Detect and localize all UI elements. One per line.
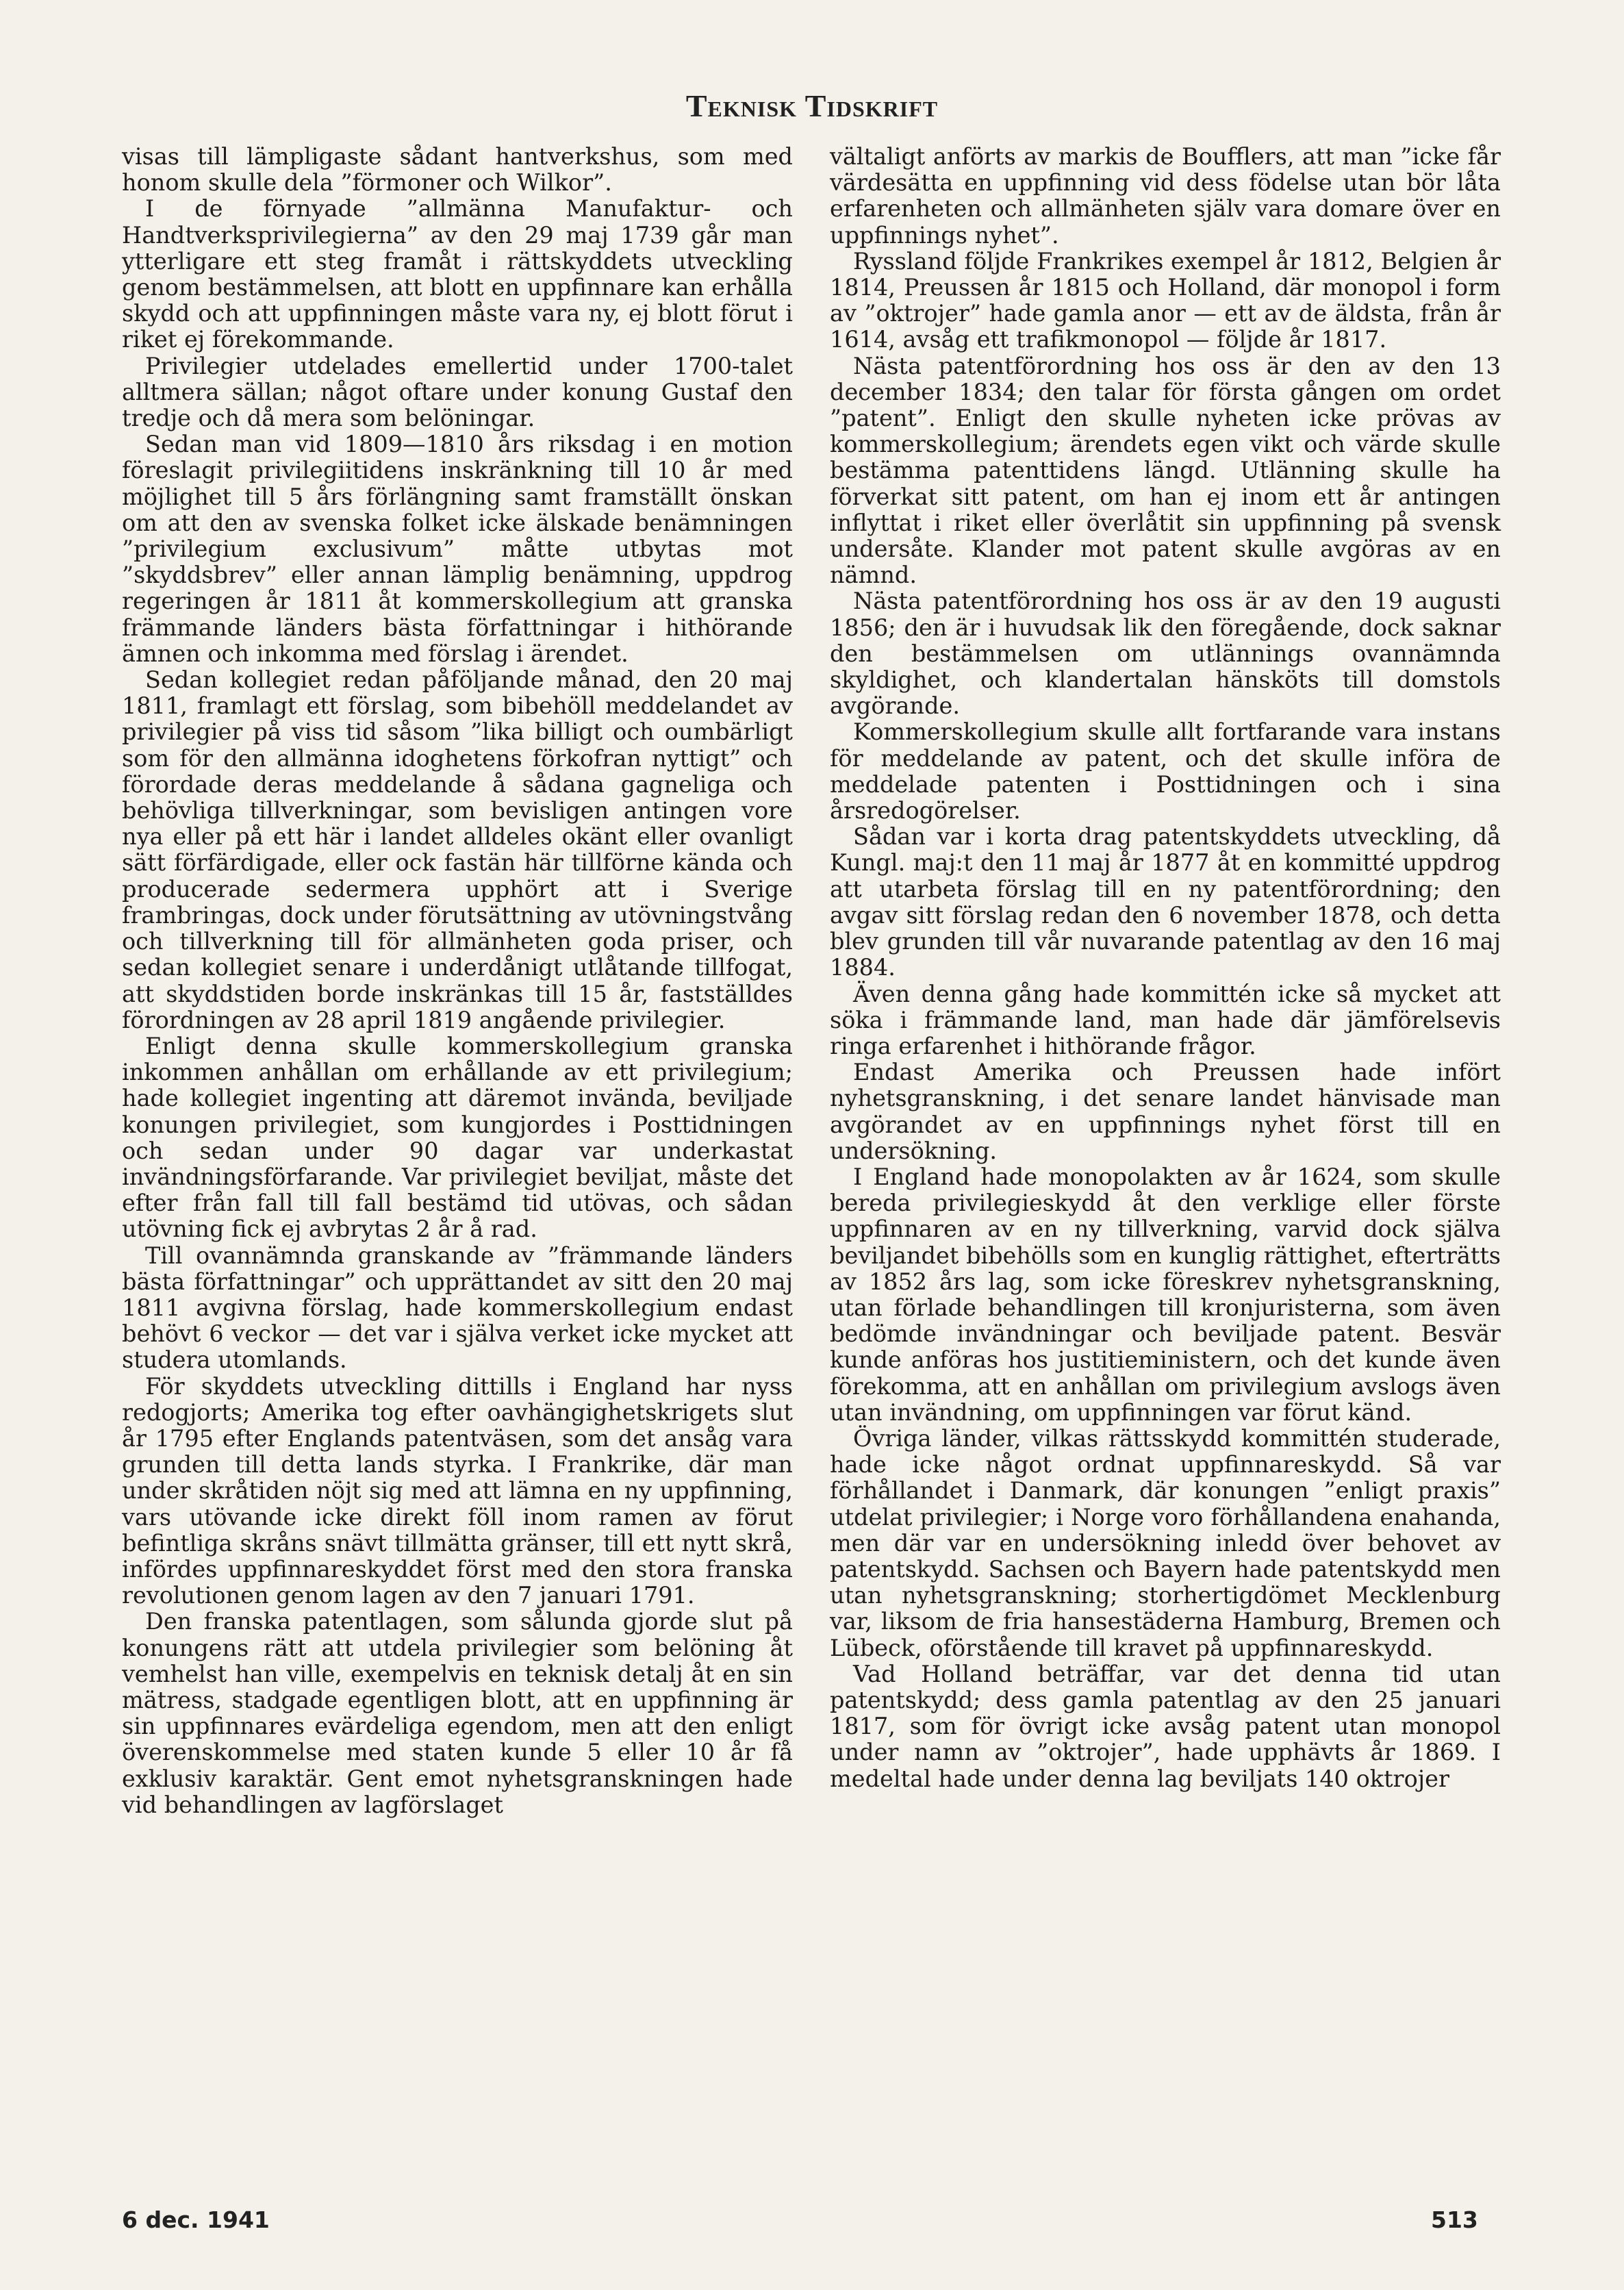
paragraph: Till ovannämnda granskande av ”främmande länders bästa författningar” och upprättandet av sitt den 20 maj 1811 avgivna förslag, hade kommerskollegium endast behövt 6 veckor — det var i själva verket icke mycket att studera utomlands.: [122, 1242, 793, 1374]
paragraph: Sedan kollegiet redan påföljande månad, den 20 maj 1811, framlagt ett förslag, som bibehöll meddelandet av privilegier på viss tid såsom ”lika billigt och oumbärligt som för den allmänna idoghetens förkofran nyttigt” och förordade deras meddelande å sådana gagneliga och behövliga tillverkningar, som bevisligen antingen vore nya eller på ett här i landet alldeles okänt eller ovanligt sätt förfärdigade, eller ock fastän här tillförne kända och producerade sedermera upphört att i Sverige frambringas, dock under förutsättning av utövningstvång och tillverkning till för allmänheten goda priser, och sedan kollegiet senare i underdånigt utlåtande tillfogat, att skyddstiden borde inskränkas till 15 år, fastställdes förordningen av 28 april 1819 angående privilegier.: [122, 666, 793, 1033]
paragraph: Den franska patentlagen, som sålunda gjorde slut på konungens rätt att utdela privilegier som belöning åt vemhelst han ville, exempelvis en teknisk detalj åt en sin mätress, stadgade egentligen blott, att en uppfinning är sin uppfinnares evärdeliga egendom, men att den enligt överenskommelse med staten kunde 5 eller 10 år få exklusiv karaktär. Gent emot nyhetsgranskningen hade vid behandlingen av lagförslaget: [122, 1608, 793, 1818]
left-column: [122, 144, 793, 1818]
paragraph: Privilegier utdelades emellertid under 1700-talet alltmera sällan; något oftare under konung Gustaf den tredje och då mera som belöningar.: [122, 352, 793, 432]
paragraph: vältaligt anförts av markis de Boufflers, att man ”icke får värdesätta en uppfinning vid dess födelse utan bör låta erfarenheten och allmänheten själv vara domare över en uppfinnings nyhet”.: [830, 143, 1501, 249]
paragraph: Sedan man vid 1809—1810 års riksdag i en motion föreslagit privilegiitidens inskränkning till 10 år med möjlighet till 5 års förlängning samt framställt önskan om att den av svenska folket icke älskade benämningen ”privilegium exclusivum” måtte utbytas mot ”skyddsbrev” eller annan lämplig benämning, uppdrog regeringen år 1811 åt kommerskollegium att granska främmande länders bästa författningar i hithörande ämnen och inkomma med förslag i ärendet.: [122, 431, 793, 667]
right-column: [830, 144, 1501, 1792]
issue-date: 6 dec. 1941: [122, 2206, 270, 2233]
page-number: 513: [1431, 2206, 1478, 2233]
paragraph: Enligt denna skulle kommerskollegium granska inkommen anhållan om erhållande av ett privilegium; hade kollegiet ingenting att däremot invända, beviljade konungen privilegiet, som kungjordes i Posttidningen och sedan under 90 dagar var underkastat invändningsförfarande. Var privilegiet beviljat, måste det efter från fall till fall bestämd tid utövas, och sådan utövning fick ej avbrytas 2 år å rad.: [122, 1032, 793, 1243]
paragraph: Endast Amerika och Preussen hade infört nyhetsgranskning, i det senare landet hänvisade man avgörandet av en uppfinnings nyhet först till en undersökning.: [830, 1059, 1501, 1164]
paragraph: Ryssland följde Frankrikes exempel år 1812, Belgien år 1814, Preussen år 1815 och Holland, där monopol i form av ”oktrojer” hade gamla anor — ett av de äldsta, från år 1614, avsåg ett trafikmonopol — följde år 1817.: [830, 247, 1501, 353]
paragraph: Övriga länder, vilkas rättsskydd kommittén studerade, hade icke något ordnat uppfinnareskydd. Så var förhållandet i Danmark, där konungen ”enligt praxis” utdelat privilegier; i Norge voro förhållandena enahanda, men där var en undersökning inledd över behovet av patentskydd. Sachsen och Bayern hade patentskydd men utan nyhetsgranskning; storhertigdömet Mecklenburg var, liksom de fria hansestäderna Hamburg, Bremen och Lübeck, oförstående till kravet på uppfinnareskydd.: [830, 1424, 1501, 1661]
paragraph: Även denna gång hade kommittén icke så mycket att söka i främmande land, man hade där jämförelsevis ringa erfarenhet i hithörande frågor.: [830, 980, 1501, 1059]
paragraph: Sådan var i korta drag patentskyddets utveckling, då Kungl. maj:t den 11 maj år 1877 åt en kommitté uppdrog att utarbeta förslag till en ny patentförordning; den avgav sitt förslag redan den 6 november 1878, och detta blev grunden till vår nuvarande patentlag av den 16 maj 1884.: [830, 823, 1501, 981]
paragraph: Kommerskollegium skulle allt fortfarande vara instans för meddelande av patent, och det skulle införa de meddelade patenten i Posttidningen och i sina årsredogörelser.: [830, 718, 1501, 825]
paragraph: För skyddets utveckling dittills i England har nyss redogjorts; Amerika tog efter oavhängighetskrigets slut år 1795 efter Englands patentväsen, som det ansåg vara grunden till detta lands styrka. I Frankrike, där man under skråtiden nöjt sig med att lämna en ny uppfinning, vars utövande icke direkt föll inom ramen av förut befintliga skråns snävt tillmätta gränser, till ett nytt skrå, infördes uppfinnareskyddet först med den stora franska revolutionen genom lagen av den 7 januari 1791.: [122, 1372, 793, 1609]
paragraph: I de förnyade ”allmänna Manufaktur- och Handtverksprivilegierna” av den 29 maj 1739 går man ytterligare ett steg framåt i rättskyddets utveckling genom bestämmelsen, att blott en uppfinnare kan erhålla skydd och att uppfinningen måste vara ny, ej blott förut i riket ej förekommande.: [122, 195, 793, 353]
paragraph: Nästa patentförordning hos oss är av den 19 augusti 1856; den är i huvudsak lik den föregående, dock saknar den bestämmelsen om utlännings ovannämnda skyldighet, och klandertalan hänsköts till domstols avgörande.: [830, 588, 1501, 720]
paragraph: Nästa patentförordning hos oss är den av den 13 december 1834; den talar för första gången om ordet ”patent”. Enligt den skulle nyheten icke prövas av kommerskollegium; ärendets egen vikt och värde skulle bestämma patenttidens längd. Utlänning skulle ha förverkat sitt patent, om han ej inom ett år antingen inflyttat i riket eller överlåtit sin uppfinning på svensk undersåte. Klander mot patent skulle avgöras av en nämnd.: [830, 352, 1501, 589]
paragraph: I England hade monopolakten av år 1624, som skulle bereda privilegieskydd åt den verklige eller förste uppfinnaren av en ny tillverkning, varvid dock själva beviljandet bibehölls som en kunglig rättighet, efterträtts av 1852 års lag, som icke föreskrev nyhetsgranskning, utan förlade behandlingen till kronjuristerna, som även bedömde invändningar och beviljade patent. Besvär kunde anföras hos justitieministern, och det kunde även förekomma, att en anhållan om privilegium avslogs även utan invändning, om uppfinningen var förut känd.: [830, 1163, 1501, 1426]
paragraph: Vad Holland beträffar, var det denna tid utan patentskydd; dess gamla patentlag av den 25 januari 1817, som för övrigt icke avsåg patent utan monopol under namn av ”oktrojer”, hade upphävts år 1869. I medeltal hade under denna lag beviljats 140 oktrojer: [830, 1660, 1501, 1792]
journal-title: Teknisk Tidskrift: [685, 88, 939, 123]
paragraph: visas till lämpligaste sådant hantverkshus, som med honom skulle dela ”förmoner och Wilkor”.: [122, 143, 793, 197]
